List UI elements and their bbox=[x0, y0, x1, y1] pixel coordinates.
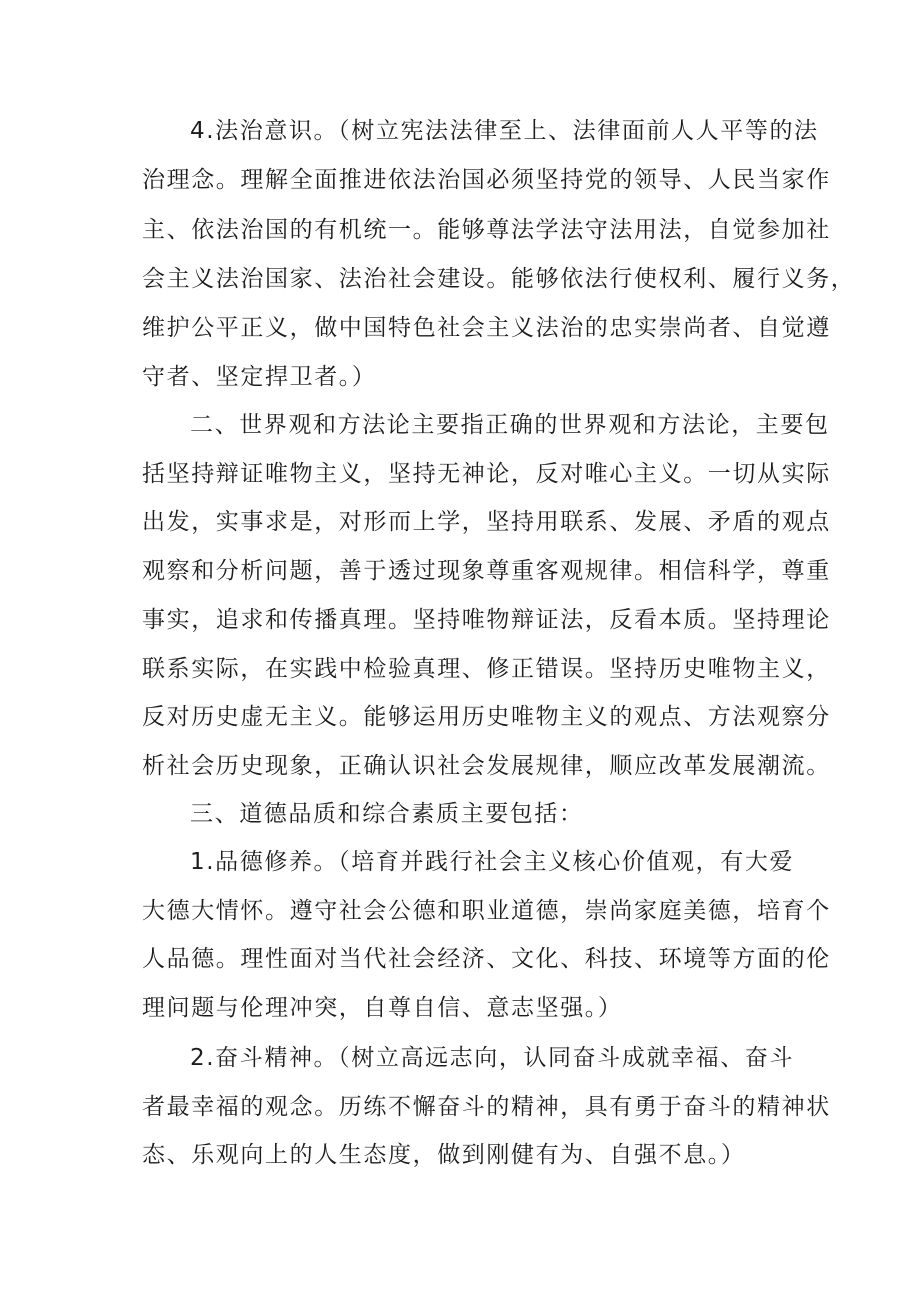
paragraph-line: 4.法治意识。（树立宪法法律至上、法律面前人人平等的法 bbox=[190, 118, 819, 144]
paragraph-line: 态、乐观向上的人生态度，做到刚健有为、自强不息。） bbox=[142, 1142, 746, 1168]
paragraph-line: 2.奋斗精神。（树立高远志向，认同奋斗成就幸福、奋斗 bbox=[190, 1045, 795, 1071]
paragraph-line: 守者、坚定捍卫者。） bbox=[142, 364, 377, 390]
paragraph-line: 理问题与伦理冲突，自尊自信、意志坚强。） bbox=[142, 995, 623, 1021]
paragraph-line: 1.品德修养。（培育并践行社会主义核心价值观，有大爱 bbox=[190, 849, 795, 875]
paragraph-line: 人品德。理性面对当代社会经济、文化、科技、环境等方面的伦 bbox=[142, 946, 831, 972]
paragraph-line: 括坚持辩证唯物主义，坚持无神论，反对唯心主义。一切从实际 bbox=[142, 461, 831, 487]
paragraph-line: 事实，追求和传播真理。坚持唯物辩证法，反看本质。坚持理论 bbox=[142, 607, 831, 633]
paragraph-line: 者最幸福的观念。历练不懈奋斗的精神，具有勇于奋斗的精神状 bbox=[142, 1094, 831, 1120]
paragraph-line: 反对历史虚无主义。能够运用历史唯物主义的观点、方法观察分 bbox=[142, 704, 831, 730]
paragraph-line: 维护公平正义，做中国特色社会主义法治的忠实崇尚者、自觉遵 bbox=[142, 315, 831, 341]
paragraph-line: 观察和分析问题，善于透过现象尊重客观规律。相信科学，尊重 bbox=[142, 558, 831, 584]
paragraph-line: 联系实际，在实践中检验真理、修正错误。坚持历史唯物主义， bbox=[142, 656, 831, 682]
paragraph-line: 析社会历史现象，正确认识社会发展规律，顺应改革发展潮流。 bbox=[142, 753, 831, 779]
paragraph-line: 会主义法治国家、法治社会建设。能够依法行使权利、履行义务， bbox=[142, 266, 856, 292]
paragraph-line: 主、依法治国的有机统一。能够尊法学法守法用法，自觉参加社 bbox=[142, 217, 831, 243]
paragraph-line: 出发，实事求是，对形而上学，坚持用联系、发展、矛盾的观点 bbox=[142, 509, 831, 535]
paragraph-line: 大德大情怀。遵守社会公德和职业道德，崇尚家庭美德，培育个 bbox=[142, 898, 831, 924]
paragraph-line: 治理念。理解全面推进依法治国必须坚持党的领导、人民当家作 bbox=[142, 167, 831, 193]
section-heading: 三、道德品质和综合素质主要包括： bbox=[190, 801, 584, 827]
paragraph-line: 二、世界观和方法论主要指正确的世界观和方法论，主要包 bbox=[190, 412, 830, 438]
